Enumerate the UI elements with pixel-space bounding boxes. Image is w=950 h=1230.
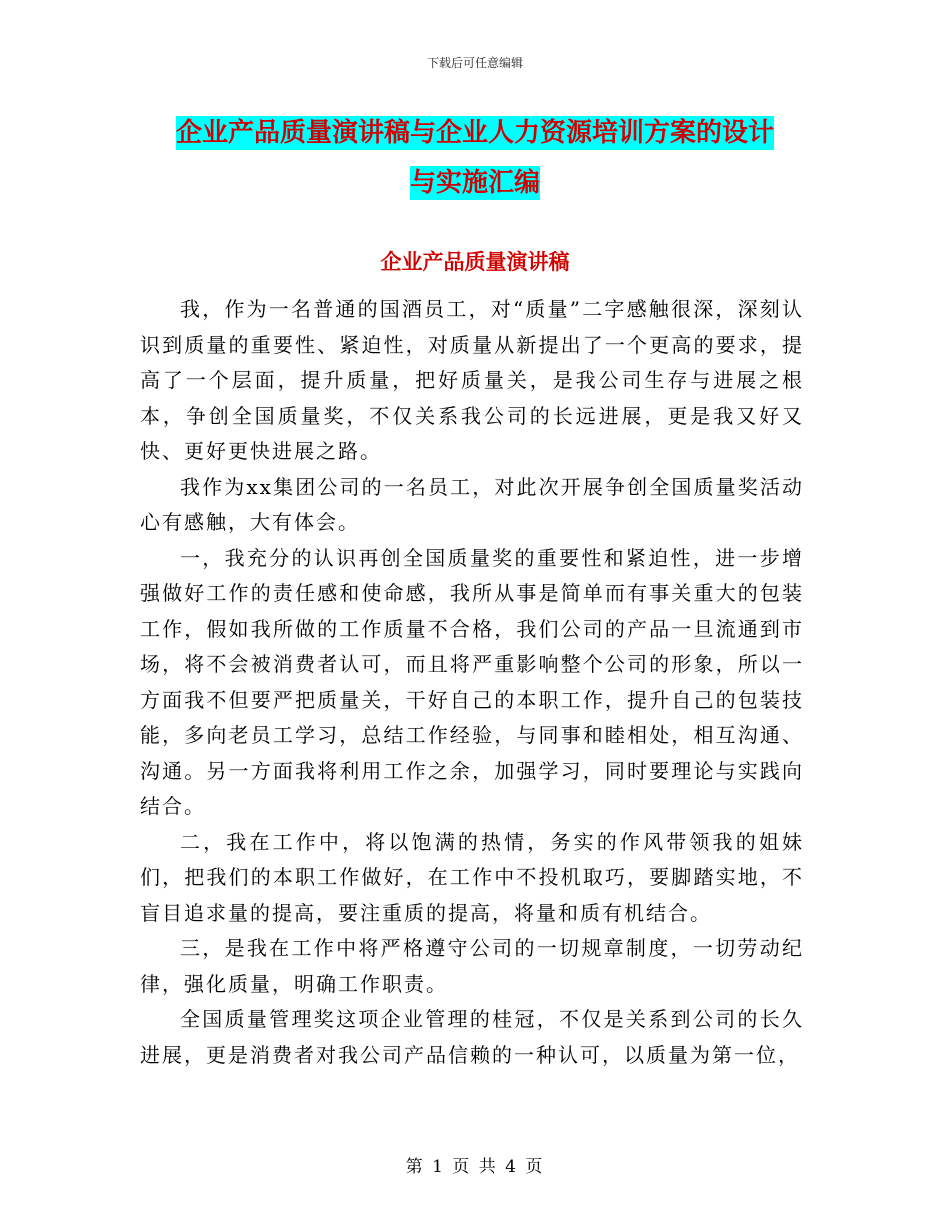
page-header-note: 下载后可任意编辑 bbox=[426, 56, 523, 70]
section-title: 企业产品质量演讲稿 bbox=[380, 250, 570, 274]
document-title-line-1: 企业产品质量演讲稿与企业人力资源培训方案的设计 bbox=[175, 118, 774, 148]
paragraph: 全国质量管理奖这项企业管理的桂冠，不仅是关系到公司的长久进展，更是消费者对我公司产品信赖的一种认可，以质量为第一位， bbox=[140, 1007, 804, 1067]
page-footer-page-number: 第 1 页 共 4 页 bbox=[405, 1157, 545, 1177]
paragraph: 我作为xx集团公司的一名员工，对此次开展争创全国质量奖活动心有感触，大有体会。 bbox=[140, 474, 804, 534]
paragraph: 二，我在工作中，将以饱满的热情，务实的作风带领我的姐妹们，把我们的本职工作做好，在工作中不投机取巧，要脚踏实地，不盲目追求量的提高，要注重质的提高，将量和质有机结合。 bbox=[140, 829, 804, 925]
document-body bbox=[140, 292, 804, 1073]
paragraph: 一，我充分的认识再创全国质量奖的重要性和紧迫性，进一步增强做好工作的责任感和使命感，我所从事是简单而有事关重大的包装工作，假如我所做的工作质量不合格，我们公司的产品一旦流通到市场，将不会被消费者认可，而且将严重影响整个公司的形象，所以一方面我不但要严把质量关，干好自己的本职工作，提升自己的包装技能，多向老员工学习，总结工作经验，与同事和睦相处，相互沟通、沟通。另一方面我将利用工作之余，加强学习，同时要理论与实践向结合。 bbox=[140, 545, 804, 818]
document-title-line-2: 与实施汇编 bbox=[409, 168, 540, 198]
paragraph: 三，是我在工作中将严格遵守公司的一切规章制度，一切劳动纪律，强化质量，明确工作职责。 bbox=[140, 936, 804, 996]
document-title bbox=[140, 108, 810, 208]
paragraph: 我，作为一名普通的国酒员工，对“质量”二字感触很深，深刻认识到质量的重要性、紧迫性，对质量从新提出了一个更高的要求，提高了一个层面，提升质量，把好质量关，是我公司生存与进展之根本，争创全国质量奖，不仅关系我公司的长远进展，更是我又好又快、更好更快进展之路。 bbox=[140, 297, 804, 463]
